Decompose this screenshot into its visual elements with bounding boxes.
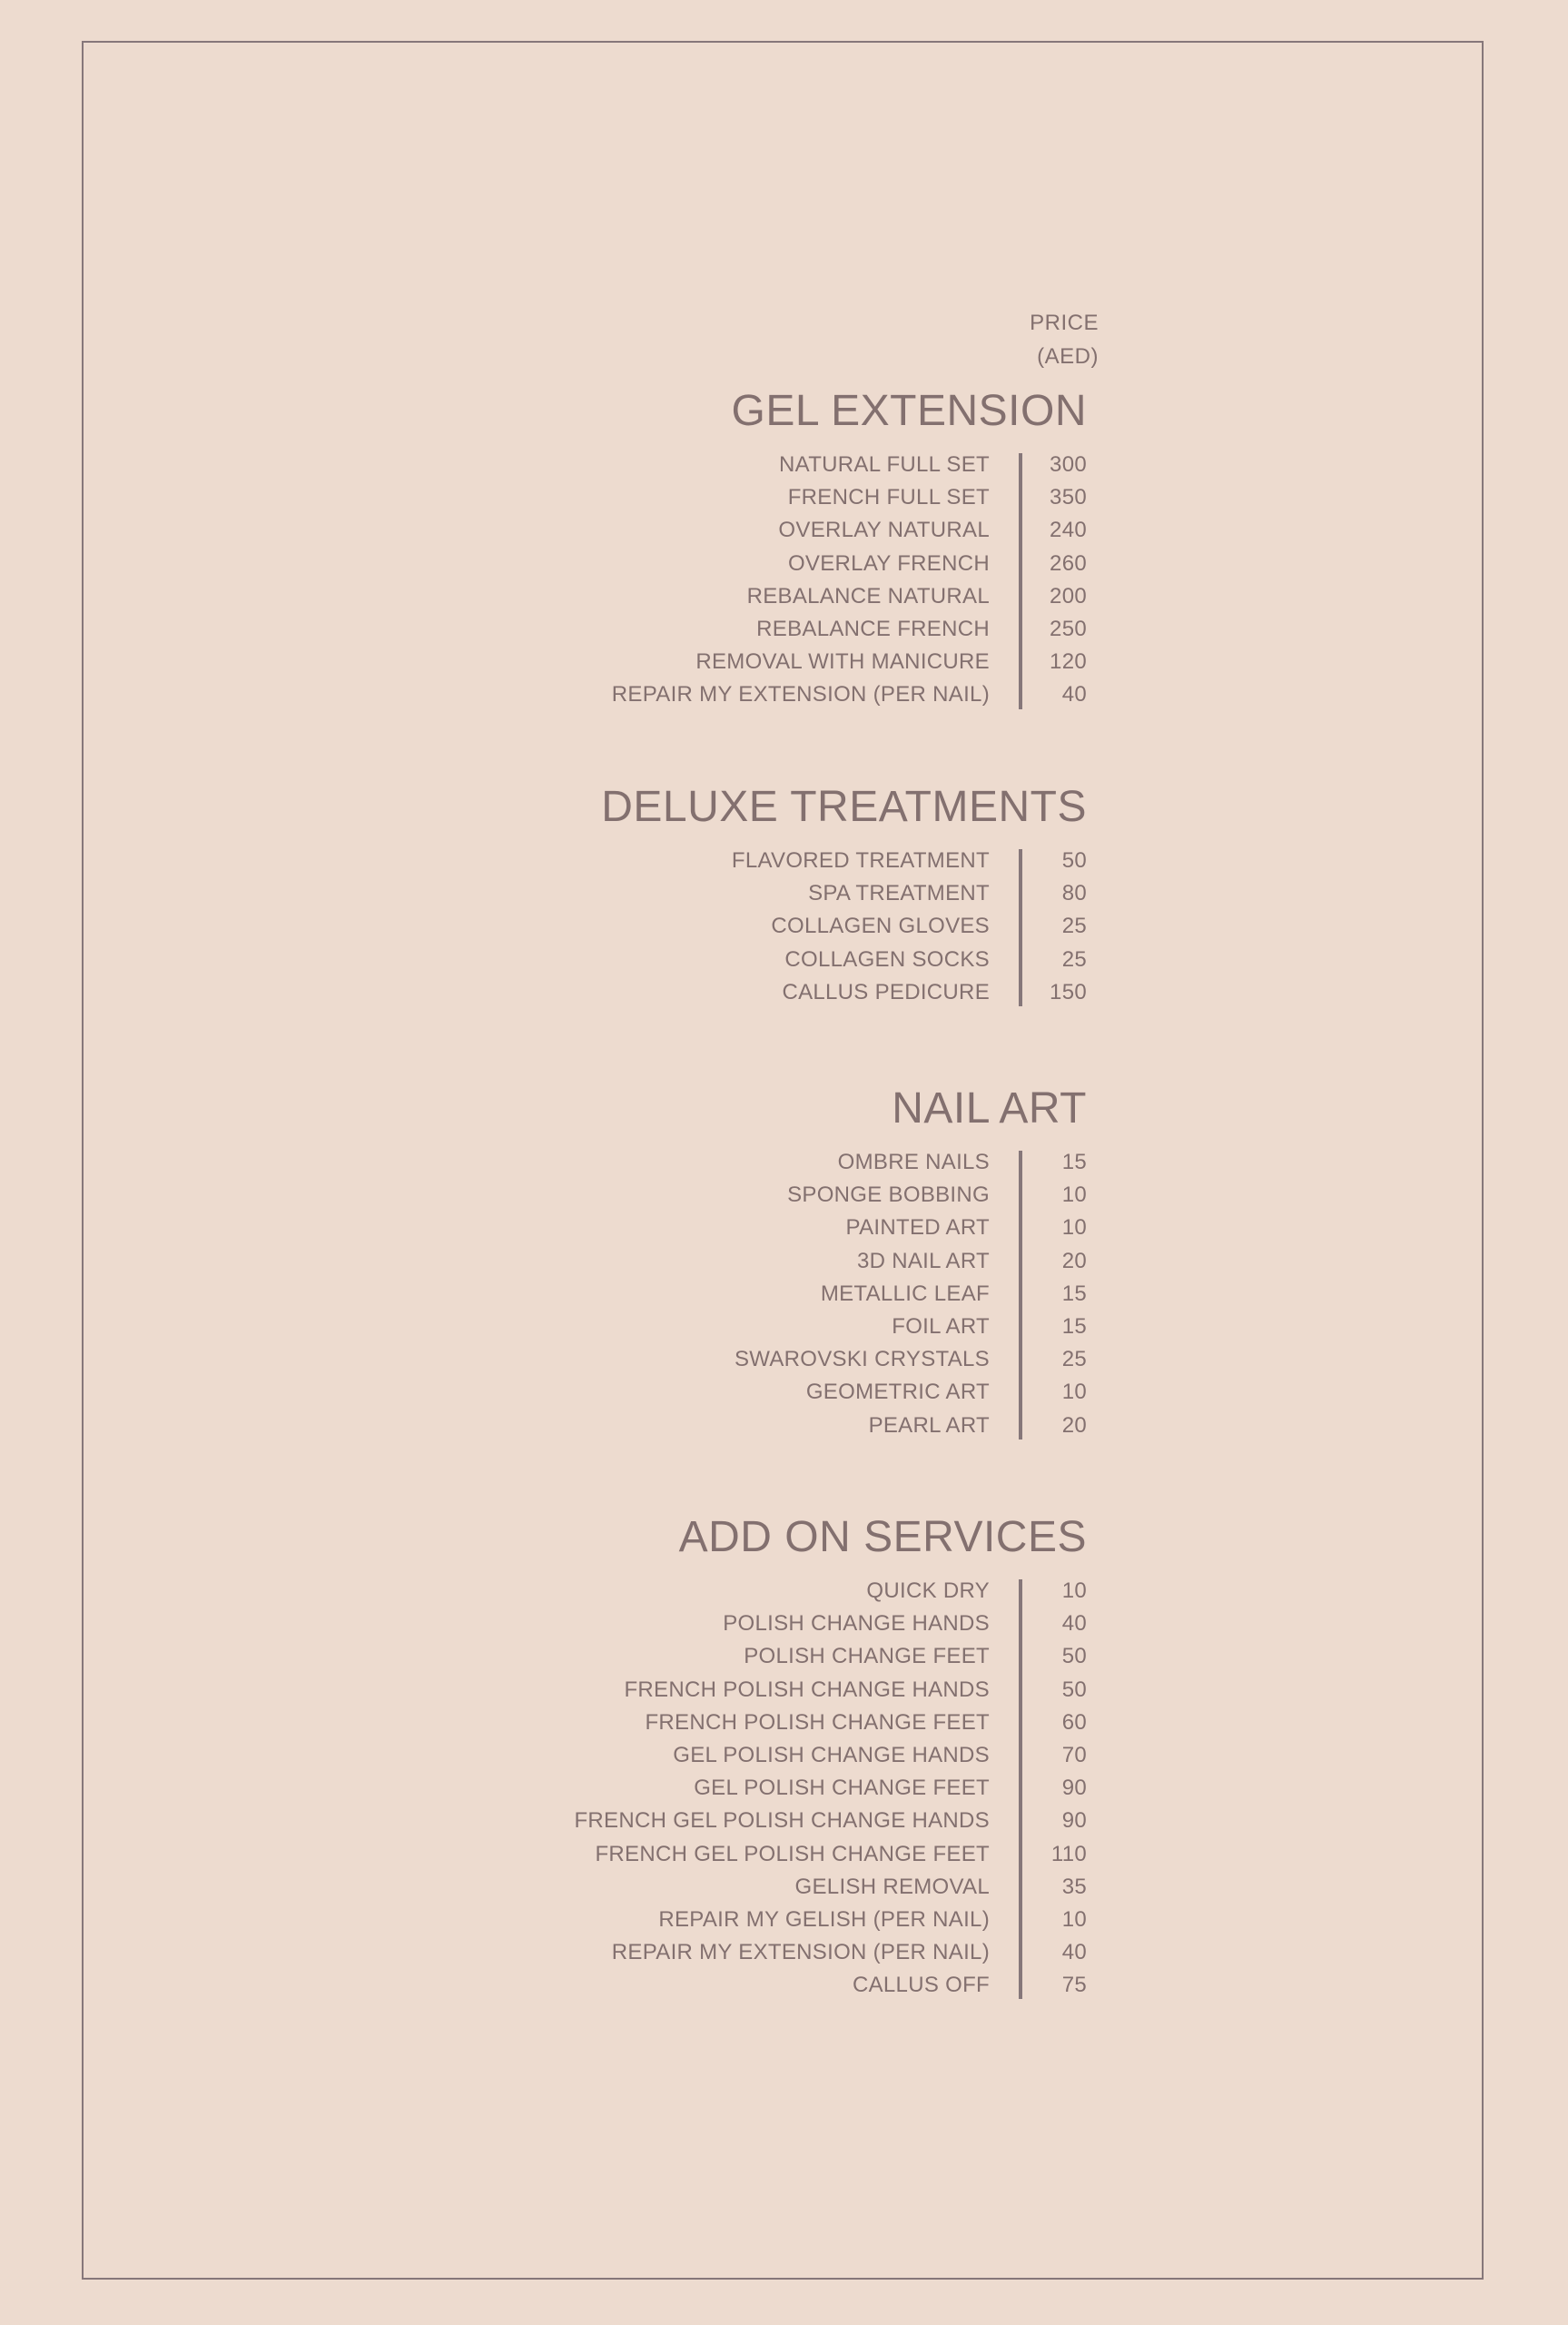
menu-item-name: GEL POLISH CHANGE HANDS: [673, 1742, 990, 1767]
menu-item-price: 40: [1061, 1611, 1087, 1637]
menu-item-row: [360, 1608, 1087, 1640]
menu-item-row: [360, 1245, 1087, 1278]
menu-item-name: REBALANCE FRENCH: [756, 616, 990, 641]
section-gel-extension: [360, 386, 1087, 712]
menu-item-name: REMOVAL WITH MANICURE: [695, 649, 990, 675]
menu-item-price: 60: [1061, 1709, 1087, 1735]
menu-item-price: 15: [1061, 1281, 1087, 1306]
menu-item-name: OMBRE NAILS: [837, 1150, 990, 1174]
menu-item-name: FRENCH POLISH CHANGE FEET: [645, 1709, 990, 1735]
menu-item-price: 40: [1061, 1940, 1087, 1965]
section-title: GEL EXTENSION: [731, 387, 1087, 435]
menu-item-row: [360, 1772, 1087, 1805]
menu-item-name: FLAVORED TREATMENT: [731, 848, 990, 873]
menu-item-row: [360, 1838, 1087, 1871]
menu-item-name: OVERLAY FRENCH: [787, 550, 990, 576]
menu-item-name: COLLAGEN GLOVES: [771, 914, 990, 939]
menu-item-name: COLLAGEN SOCKS: [784, 946, 990, 972]
section-title: NAIL ART: [892, 1084, 1087, 1133]
menu-item-name: POLISH CHANGE FEET: [744, 1644, 990, 1669]
menu-item-price: 15: [1061, 1313, 1087, 1339]
menu-item-row: [360, 1871, 1087, 1904]
item-list: [360, 845, 1087, 1009]
menu-item-name: FRENCH GEL POLISH CHANGE FEET: [595, 1841, 990, 1866]
menu-item-price: 10: [1061, 1578, 1087, 1603]
price-column-header: [1030, 306, 1099, 373]
menu-item-price: 50: [1061, 848, 1087, 873]
menu-item-row: [360, 1640, 1087, 1673]
menu-item-row: [360, 1936, 1087, 1969]
price-header-line1: PRICE: [1030, 311, 1099, 335]
section-nail-art: [360, 1083, 1087, 1442]
menu-item-row: [360, 481, 1087, 514]
menu-item-name: GEL POLISH CHANGE FEET: [694, 1776, 990, 1801]
menu-item-price: 40: [1061, 682, 1087, 707]
menu-item-price: 80: [1061, 881, 1087, 906]
menu-item-price: 300: [1050, 452, 1087, 477]
menu-item-name: CALLUS OFF: [852, 1973, 990, 1998]
menu-item-name: FRENCH GEL POLISH CHANGE HANDS: [574, 1808, 990, 1834]
menu-item-price: 25: [1061, 914, 1087, 939]
section-add-on-services: [360, 1512, 1087, 2002]
menu-item-price: 90: [1061, 1808, 1087, 1834]
menu-item-row: [360, 514, 1087, 547]
menu-item-price: 90: [1061, 1776, 1087, 1801]
item-list: [360, 1146, 1087, 1442]
menu-item-name: SPA TREATMENT: [808, 881, 990, 906]
menu-item-price: 20: [1061, 1412, 1087, 1438]
menu-item-row: [360, 1278, 1087, 1311]
menu-item-row: [360, 1179, 1087, 1212]
menu-item-price: 15: [1061, 1150, 1087, 1174]
menu-item-name: QUICK DRY: [866, 1578, 990, 1603]
menu-item-row: [360, 1212, 1087, 1244]
menu-item-price: 25: [1061, 946, 1087, 972]
menu-item-name: REPAIR MY EXTENSION (PER NAIL): [611, 682, 990, 707]
menu-item-row: [360, 548, 1087, 580]
menu-item-name: REPAIR MY GELISH (PER NAIL): [658, 1906, 990, 1932]
menu-item-row: [360, 1739, 1087, 1772]
menu-item-price: 25: [1061, 1347, 1087, 1372]
menu-item-row: [360, 449, 1087, 481]
menu-item-row: [360, 1674, 1087, 1707]
item-list: [360, 449, 1087, 712]
menu-item-price: 350: [1050, 485, 1087, 510]
menu-item-row: [360, 1343, 1087, 1376]
menu-item-name: GEOMETRIC ART: [805, 1380, 990, 1405]
menu-item-row: [360, 580, 1087, 613]
menu-item-row: [360, 613, 1087, 646]
menu-item-price: 250: [1050, 616, 1087, 641]
menu-item-name: 3D NAIL ART: [856, 1248, 990, 1273]
menu-item-price: 150: [1050, 979, 1087, 1004]
menu-item-row: [360, 1904, 1087, 1936]
menu-item-name: FRENCH POLISH CHANGE HANDS: [624, 1677, 990, 1702]
menu-item-name: FOIL ART: [892, 1313, 990, 1339]
menu-item-price: 260: [1050, 550, 1087, 576]
menu-item-name: FRENCH FULL SET: [787, 485, 990, 510]
menu-item-price: 20: [1061, 1248, 1087, 1273]
menu-item-row: [360, 1575, 1087, 1608]
menu-item-row: [360, 1969, 1087, 2002]
menu-item-price: 240: [1050, 518, 1087, 543]
menu-item-row: [360, 976, 1087, 1009]
menu-item-name: OVERLAY NATURAL: [778, 518, 990, 543]
menu-item-price: 110: [1050, 1841, 1087, 1866]
menu-item-row: [360, 877, 1087, 910]
menu-item-name: REPAIR MY EXTENSION (PER NAIL): [611, 1940, 990, 1965]
price-header-line2: (AED): [1037, 344, 1099, 369]
menu-item-name: SWAROVSKI CRYSTALS: [734, 1347, 990, 1372]
menu-item-row: [360, 1805, 1087, 1837]
menu-item-name: GELISH REMOVAL: [794, 1874, 990, 1899]
menu-item-name: PAINTED ART: [845, 1215, 990, 1241]
menu-item-row: [360, 646, 1087, 678]
menu-item-row: [360, 845, 1087, 877]
section-title: DELUXE TREATMENTS: [601, 783, 1087, 831]
menu-item-row: [360, 678, 1087, 711]
menu-item-price: 35: [1061, 1874, 1087, 1899]
menu-item-name: SPONGE BOBBING: [787, 1182, 990, 1208]
menu-item-price: 200: [1050, 583, 1087, 608]
menu-item-price: 75: [1061, 1973, 1087, 1998]
menu-item-row: [360, 1146, 1087, 1179]
menu-item-row: [360, 944, 1087, 976]
menu-item-price: 10: [1061, 1215, 1087, 1241]
menu-item-name: POLISH CHANGE HANDS: [723, 1611, 990, 1637]
menu-item-price: 50: [1061, 1677, 1087, 1702]
menu-item-price: 70: [1061, 1742, 1087, 1767]
menu-item-name: PEARL ART: [868, 1412, 990, 1438]
menu-item-price: 10: [1061, 1182, 1087, 1208]
menu-item-price: 10: [1061, 1380, 1087, 1405]
menu-item-name: REBALANCE NATURAL: [746, 583, 990, 608]
menu-item-price: 50: [1061, 1644, 1087, 1669]
menu-item-price: 120: [1050, 649, 1087, 675]
menu-item-name: NATURAL FULL SET: [779, 452, 990, 477]
menu-item-name: METALLIC LEAF: [820, 1281, 990, 1306]
menu-item-row: [360, 910, 1087, 943]
item-list: [360, 1575, 1087, 2002]
section-deluxe-treatments: [360, 782, 1087, 1009]
menu-item-price: 10: [1061, 1906, 1087, 1932]
menu-item-row: [360, 1410, 1087, 1442]
menu-item-row: [360, 1707, 1087, 1739]
section-title: ADD ON SERVICES: [678, 1513, 1087, 1561]
menu-item-row: [360, 1311, 1087, 1343]
menu-item-row: [360, 1376, 1087, 1409]
menu-item-name: CALLUS PEDICURE: [782, 979, 990, 1004]
